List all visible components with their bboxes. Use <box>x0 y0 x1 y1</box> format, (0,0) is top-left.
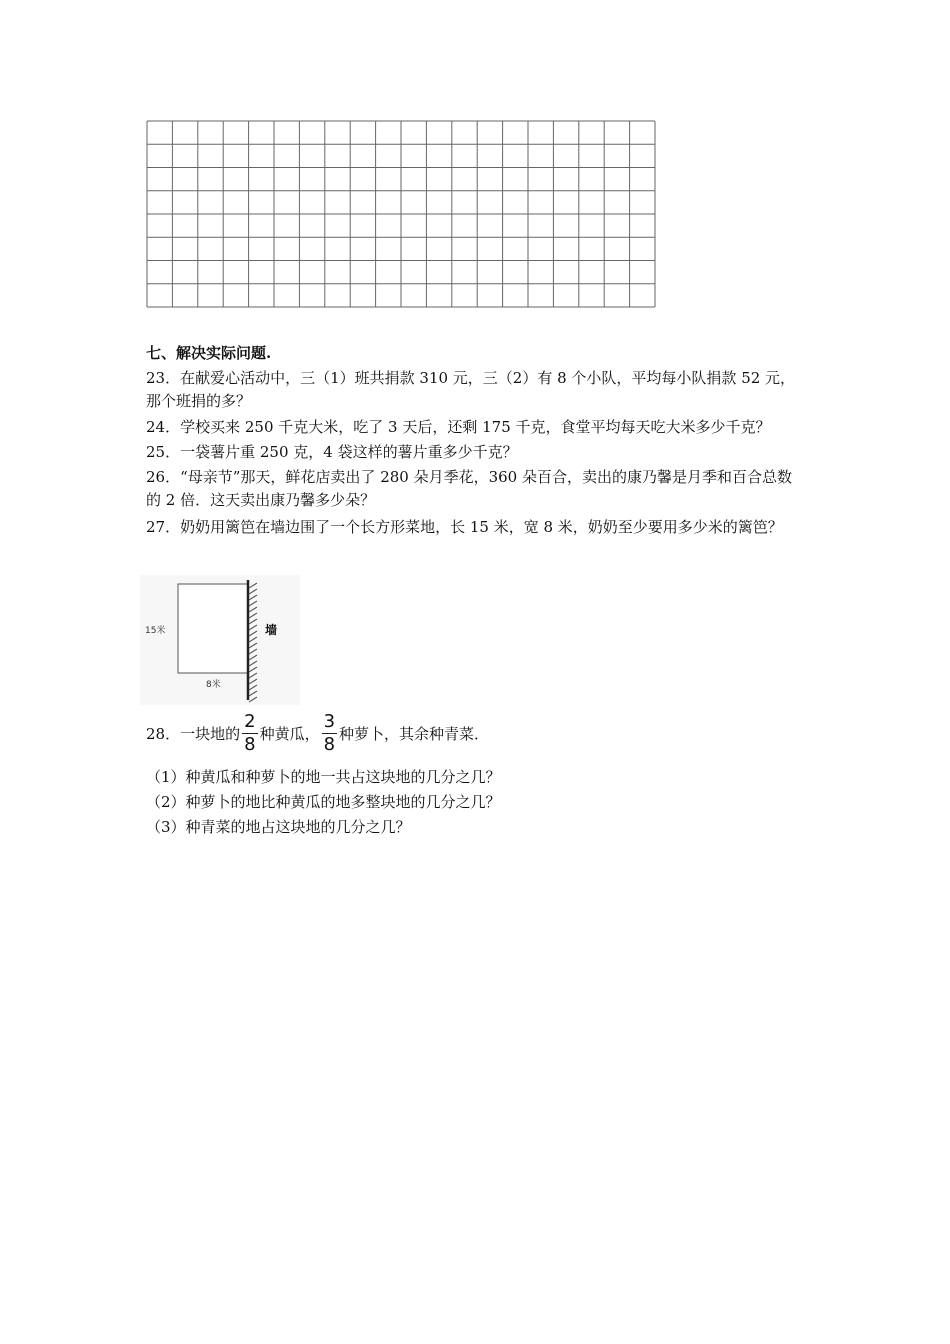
wall-label: 墙 <box>265 623 278 637</box>
fraction-3-8 <box>322 712 337 755</box>
sub-question-1: （1）种黄瓜和种萝卜的地一共占这块地的几分之几？ <box>146 768 501 786</box>
length-label: 15米 <box>145 626 166 636</box>
fraction-numerator: 3 <box>323 711 336 732</box>
question-text: “母亲节”那天，鲜花店卖出了 280 朵月季花，360 朵百合，卖出的康乃馨是月季和百合总数的 2 倍．这天卖出康乃馨多少朵？ <box>146 468 792 509</box>
question-24 <box>146 416 806 439</box>
question-text-c: 种萝卜，其余种青菜． <box>339 725 490 743</box>
question-23 <box>146 367 806 413</box>
fraction-numerator: 2 <box>244 711 256 732</box>
question-number: 24． <box>146 418 181 436</box>
question-text: 在献爱心活动中，三（1）班共捐款 310 元，三（2）有 8 个小队，平均每小队捐款 52 元，那个班捐的多？ <box>146 369 796 410</box>
question-number: 28． <box>146 725 181 743</box>
question-number: 26． <box>146 468 181 486</box>
question-28 <box>146 712 489 764</box>
question-number: 25． <box>146 443 181 461</box>
writing-grid <box>146 120 656 308</box>
section-title: 七、解决实际问题. <box>146 344 272 362</box>
fraction-denominator: 8 <box>323 734 336 755</box>
width-label: 8米 <box>206 680 221 690</box>
garden-rectangle <box>178 584 248 673</box>
fraction-denominator: 8 <box>244 734 256 755</box>
question-25 <box>146 441 806 464</box>
sub-question-3: （3）种青菜的地占这块地的几分之几？ <box>146 818 411 836</box>
question-number: 23． <box>146 369 181 387</box>
fraction-2-8 <box>242 712 257 755</box>
garden-figure <box>140 575 300 709</box>
question-text: 学校买来 250 千克大米，吃了 3 天后，还剩 175 千克，食堂平均每天吃大米多少千克？ <box>180 418 771 436</box>
question-text: 一袋薯片重 250 克，4 袋这样的薯片重多少千克？ <box>180 443 518 461</box>
question-text-a: 一块地的 <box>180 725 241 743</box>
question-text: 奶奶用篱笆在墙边围了一个长方形菜地，长 15 米，宽 8 米，奶奶至少要用多少米的篱笆？ <box>180 518 783 536</box>
question-27 <box>146 516 806 539</box>
question-text-b: 种黄瓜， <box>259 725 320 743</box>
grid-lines <box>146 120 656 308</box>
question-number: 27． <box>146 518 181 536</box>
sub-question-2: （2）种萝卜的地比种黄瓜的地多整块地的几分之几？ <box>146 793 501 811</box>
question-26 <box>146 466 806 512</box>
garden-diagram <box>140 575 300 705</box>
